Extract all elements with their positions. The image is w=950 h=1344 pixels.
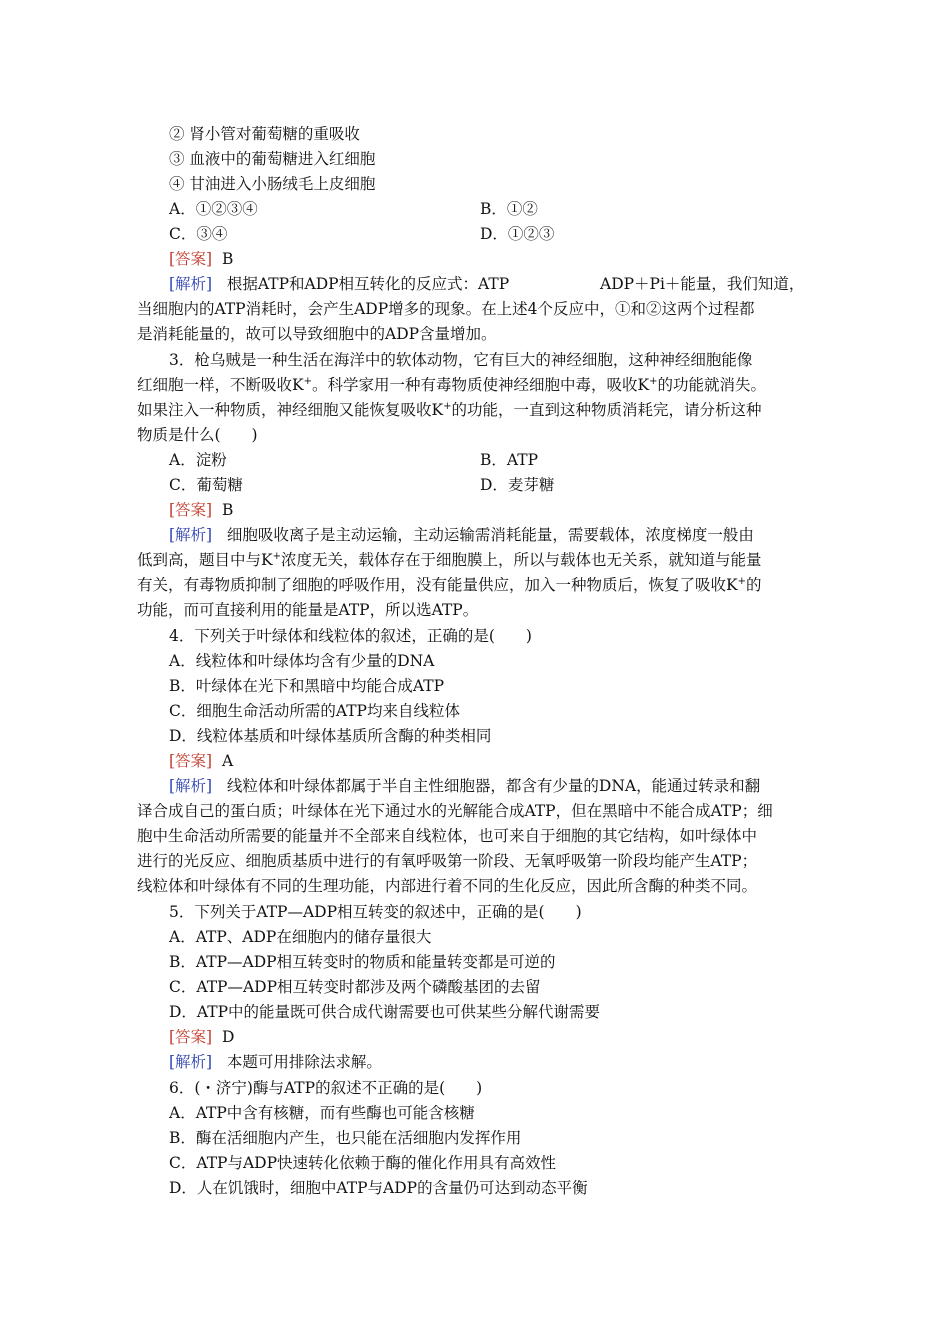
q3-stem-line-1: 3．枪乌贼是一种生活在海洋中的软体动物，它有巨大的神经细胞，这种神经细胞能像 xyxy=(169,351,753,369)
q4-analysis-line-4: 进行的光反应、细胞质基质中进行的有氧呼吸第一阶段、无氧呼吸第一阶段均能产生ATP； xyxy=(137,852,758,870)
q4-analysis-line-3: 胞中生命活动所需要的能量并不全部来自线粒体，也可来自于细胞的其它结构，如叶绿体中 xyxy=(137,827,758,845)
q2-option-d: D．①②③ xyxy=(480,225,555,243)
q2-option-a: A．①②③④ xyxy=(169,200,258,218)
text: 浓度无关，载体存在于细胞膜上，所以与载体也无关系，就知道与能量 xyxy=(280,551,762,569)
q3-analysis-line-2 xyxy=(137,548,762,573)
answer-value: A xyxy=(221,752,234,770)
answer-value: B xyxy=(221,501,234,519)
q4-analysis-line-1 xyxy=(169,774,760,799)
superscript: + xyxy=(443,400,452,412)
text: 有关，有毒物质抑制了细胞的呼吸作用，没有能量供应，加入一种物质后，恢复了吸收K xyxy=(137,576,738,594)
answer-tag: [答案] xyxy=(169,752,213,770)
q3-stem-line-4: 物质是什么( ) xyxy=(137,426,258,444)
q2-analysis-line-2: 当细胞内的ATP消耗时，会产生ADP增多的现象。在上述4个反应中，①和②这两个过程都 xyxy=(137,300,755,318)
text: 如果注入一种物质，神经细胞又能恢复吸收K xyxy=(137,401,444,419)
q3-analysis-line-1 xyxy=(169,523,754,548)
q6-option-c: C．ATP与ADP快速转化依赖于酶的催化作用具有高效性 xyxy=(169,1154,557,1172)
q6-option-d: D．人在饥饿时，细胞中ATP与ADP的含量仍可达到动态平衡 xyxy=(169,1179,588,1197)
q3-option-d: D．麦芽糖 xyxy=(480,476,555,494)
analysis-text: 根据ATP和ADP相互转化的反应式：ATP xyxy=(226,275,510,293)
q4-analysis-line-5: 线粒体和叶绿体有不同的生理功能，内部进行着不同的生化反应，因此所含酶的种类不同。 xyxy=(137,877,758,895)
q5-analysis xyxy=(169,1050,382,1075)
answer-tag: [答案] xyxy=(169,1028,213,1046)
text: 的功能就消失。 xyxy=(657,376,766,394)
q3-option-c: C．葡萄糖 xyxy=(169,476,243,494)
q2-analysis-line-1b: ADP＋Pi＋能量，我们知道， xyxy=(600,275,805,293)
q3-option-a: A．淀粉 xyxy=(169,451,227,469)
analysis-text: 本题可用排除法求解。 xyxy=(226,1053,382,1071)
q5-answer xyxy=(169,1025,234,1050)
superscript: + xyxy=(272,550,281,562)
text: 红细胞一样，不断吸收K xyxy=(137,376,304,394)
q3-stem-line-3 xyxy=(137,398,762,423)
answer-value: B xyxy=(221,250,234,268)
q5-option-d: D．ATP中的能量既可供合成代谢需要也可供某些分解代谢需要 xyxy=(169,1003,601,1021)
text: 低到高，题目中与K xyxy=(137,551,273,569)
q5-stem: 5．下列关于ATP—ADP相互转变的叙述中，正确的是( ) xyxy=(169,903,582,921)
q3-analysis-line-4: 功能，而可直接利用的能量是ATP，所以选ATP。 xyxy=(137,601,479,619)
answer-value: D xyxy=(221,1028,235,1046)
q3-answer xyxy=(169,498,233,523)
text: 的功能，一直到这种物质消耗完，请分析这种 xyxy=(451,401,762,419)
superscript: + xyxy=(737,575,746,587)
text: 的 xyxy=(745,576,762,594)
q2-answer xyxy=(169,247,233,272)
q4-analysis-line-2: 译合成自己的蛋白质；叶绿体在光下通过水的光解能合成ATP，但在黑暗中不能合成ATP；细 xyxy=(137,802,773,820)
q4-option-c: C．细胞生命活动所需的ATP均来自线粒体 xyxy=(169,702,460,720)
q2-item-3: ③ 血液中的葡萄糖进入红细胞 xyxy=(169,150,376,168)
q4-answer xyxy=(169,749,233,774)
analysis-tag: [解析] xyxy=(169,1053,213,1071)
q2-analysis-line-1 xyxy=(169,272,509,297)
q2-option-c: C．③④ xyxy=(169,225,228,243)
q4-option-b: B．叶绿体在光下和黑暗中均能合成ATP xyxy=(169,677,445,695)
q2-item-2: ② 肾小管对葡萄糖的重吸收 xyxy=(169,125,360,143)
text: 。科学家用一种有毒物质使神经细胞中毒，吸收K xyxy=(311,376,650,394)
q2-option-b: B．①② xyxy=(480,200,538,218)
q3-option-b: B．ATP xyxy=(480,451,539,469)
q3-analysis-line-3 xyxy=(137,573,762,598)
q4-option-d: D．线粒体基质和叶绿体基质所含酶的种类相同 xyxy=(169,727,492,745)
analysis-text: 线粒体和叶绿体都属于半自主性细胞器，都含有少量的DNA，能通过转录和翻 xyxy=(226,777,761,795)
q5-option-b: B．ATP—ADP相互转变时的物质和能量转变都是可逆的 xyxy=(169,953,556,971)
superscript: + xyxy=(649,375,658,387)
q2-analysis-line-3: 是消耗能量的，故可以导致细胞中的ADP含量增加。 xyxy=(137,325,497,343)
answer-tag: [答案] xyxy=(169,501,213,519)
q4-stem: 4．下列关于叶绿体和线粒体的叙述，正确的是( ) xyxy=(169,627,532,645)
superscript: + xyxy=(303,375,312,387)
analysis-tag: [解析] xyxy=(169,777,213,795)
q5-option-a: A．ATP、ADP在细胞内的储存量很大 xyxy=(169,928,432,946)
q6-option-a: A．ATP中含有核糖，而有些酶也可能含核糖 xyxy=(169,1104,475,1122)
q3-stem-line-2 xyxy=(137,373,766,398)
q5-option-c: C．ATP—ADP相互转变时都涉及两个磷酸基团的去留 xyxy=(169,978,541,996)
analysis-text: 细胞吸收离子是主动运输，主动运输需消耗能量，需要载体，浓度梯度一般由 xyxy=(226,526,754,544)
q6-stem: 6．(・济宁)酶与ATP的叙述不正确的是( ) xyxy=(169,1079,483,1097)
analysis-tag: [解析] xyxy=(169,275,213,293)
analysis-tag: [解析] xyxy=(169,526,213,544)
q6-option-b: B．酶在活细胞内产生，也只能在活细胞内发挥作用 xyxy=(169,1129,522,1147)
q2-item-4: ④ 甘油进入小肠绒毛上皮细胞 xyxy=(169,175,376,193)
answer-tag: [答案] xyxy=(169,250,213,268)
q4-option-a: A．线粒体和叶绿体均含有少量的DNA xyxy=(169,652,435,670)
